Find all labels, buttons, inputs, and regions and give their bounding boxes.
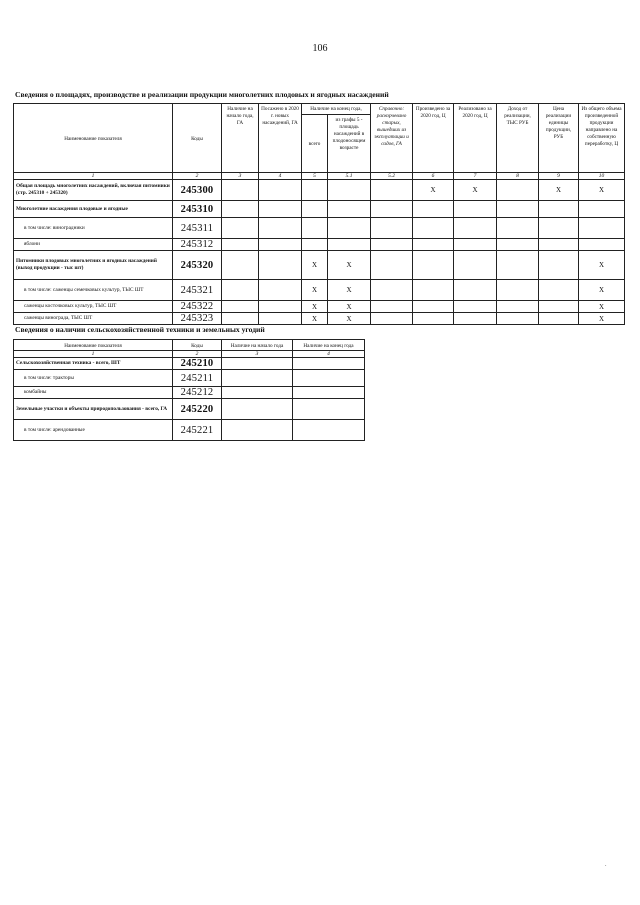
section-title-plantings: Сведения о площадях, производстве и реализации продукции многолетних плодовых и ягодных насаждений <box>15 90 389 99</box>
header-name: Наименование показателя <box>14 340 173 351</box>
data-cell[interactable] <box>222 201 259 218</box>
row-code: 245300 <box>173 180 222 201</box>
machinery-land-table <box>13 339 365 441</box>
row-code: 245320 <box>173 251 222 280</box>
data-cell[interactable] <box>222 251 259 280</box>
data-cell[interactable] <box>539 239 579 251</box>
data-cell[interactable] <box>222 387 293 399</box>
data-cell[interactable] <box>413 280 454 301</box>
data-cell[interactable] <box>302 239 328 251</box>
column-number: 2 <box>173 173 222 180</box>
row-code: 245212 <box>173 387 222 399</box>
data-cell[interactable] <box>413 313 454 325</box>
data-cell[interactable]: X <box>413 180 454 201</box>
data-cell[interactable] <box>222 399 293 420</box>
column-numbers-row <box>14 351 365 358</box>
data-cell[interactable]: X <box>302 280 328 301</box>
column-number: 10 <box>579 173 625 180</box>
column-number: 8 <box>497 173 539 180</box>
table-row <box>14 399 365 420</box>
header-income: Доход от реализации, ТЫС РУБ <box>497 104 539 173</box>
column-number: 5.2 <box>371 173 413 180</box>
data-cell[interactable] <box>497 201 539 218</box>
data-cell[interactable] <box>371 280 413 301</box>
header-start: Наличие на начало года <box>222 340 293 351</box>
data-cell[interactable]: X <box>579 280 625 301</box>
header-price: Цена реализации единицы продукции, РУБ <box>539 104 579 173</box>
data-cell[interactable] <box>454 313 497 325</box>
row-code: 245220 <box>173 399 222 420</box>
column-numbers-row <box>14 173 625 180</box>
row-name: саженцы винограда, ТЫС ШТ <box>14 313 173 325</box>
data-cell[interactable] <box>413 218 454 239</box>
row-code: 245323 <box>173 313 222 325</box>
data-cell[interactable] <box>371 301 413 313</box>
data-cell[interactable] <box>497 313 539 325</box>
data-cell[interactable] <box>293 399 365 420</box>
data-cell[interactable] <box>497 251 539 280</box>
header-planted: Посажено в 2020 г. новых насаждений, ГА <box>259 104 302 173</box>
table-row <box>14 313 625 325</box>
row-name: яблони <box>14 239 173 251</box>
data-cell[interactable] <box>539 201 579 218</box>
data-cell[interactable] <box>413 301 454 313</box>
data-cell[interactable] <box>371 218 413 239</box>
column-number: 2 <box>173 351 222 358</box>
data-cell[interactable] <box>454 280 497 301</box>
row-name: Питомники плодовых многолетних и ягодных насаждений (выход продукции - тыс шт) <box>14 251 173 280</box>
data-cell[interactable] <box>222 370 293 387</box>
data-cell[interactable] <box>413 239 454 251</box>
data-cell[interactable] <box>371 239 413 251</box>
data-cell[interactable] <box>413 251 454 280</box>
data-cell[interactable] <box>293 387 365 399</box>
data-cell[interactable] <box>302 180 328 201</box>
data-cell[interactable]: X <box>328 313 371 325</box>
data-cell[interactable]: X <box>302 313 328 325</box>
data-cell[interactable] <box>293 358 365 370</box>
column-number: 1 <box>14 351 173 358</box>
data-cell[interactable]: X <box>579 251 625 280</box>
header-processing: Из общего объема произведенной продукции направлено на собственную переработку, Ц <box>579 104 625 173</box>
data-cell[interactable]: X <box>302 301 328 313</box>
data-cell[interactable] <box>259 218 302 239</box>
column-number: 6 <box>413 173 454 180</box>
header-end: Наличие на конец года <box>293 340 365 351</box>
data-cell[interactable] <box>222 218 259 239</box>
row-name: комбайны <box>14 387 173 399</box>
data-cell[interactable] <box>293 370 365 387</box>
data-cell[interactable] <box>259 301 302 313</box>
data-cell[interactable]: X <box>328 251 371 280</box>
table-row <box>14 239 625 251</box>
data-cell[interactable] <box>328 239 371 251</box>
data-cell[interactable] <box>497 239 539 251</box>
data-cell[interactable]: X <box>579 301 625 313</box>
data-cell[interactable] <box>222 280 259 301</box>
row-name: в том числе: тракторы <box>14 370 173 387</box>
data-cell[interactable] <box>413 201 454 218</box>
data-cell[interactable] <box>371 201 413 218</box>
row-name: саженцы косточковых культур, ТЫС ШТ <box>14 301 173 313</box>
header-end-bearing: из графы 5 - площадь насаждений в плодоносящем возрасте <box>328 115 371 173</box>
data-cell[interactable] <box>454 301 497 313</box>
data-cell[interactable] <box>497 180 539 201</box>
header-end-area-group: Наличие на конец года, <box>302 104 371 115</box>
header-code: Коды <box>173 104 222 173</box>
row-code: 245210 <box>173 358 222 370</box>
data-cell[interactable] <box>539 313 579 325</box>
data-cell[interactable] <box>259 239 302 251</box>
data-cell[interactable]: X <box>539 180 579 201</box>
table-row <box>14 370 365 387</box>
row-name: в том числе: арендованные <box>14 420 173 441</box>
row-code: 245211 <box>173 370 222 387</box>
data-cell[interactable] <box>259 201 302 218</box>
data-cell[interactable]: X <box>579 180 625 201</box>
row-code: 245221 <box>173 420 222 441</box>
table-row <box>14 358 365 370</box>
data-cell[interactable] <box>539 218 579 239</box>
row-name: Многолетние насаждения плодовые и ягодные <box>14 201 173 218</box>
data-cell[interactable] <box>293 420 365 441</box>
data-cell[interactable] <box>579 218 625 239</box>
data-cell[interactable] <box>222 313 259 325</box>
data-cell[interactable] <box>328 201 371 218</box>
row-name: в том числе: виноградники <box>14 218 173 239</box>
data-cell[interactable] <box>371 313 413 325</box>
data-cell[interactable]: X <box>579 313 625 325</box>
column-number: 5.1 <box>328 173 371 180</box>
header-name: Наименование показателя <box>14 104 173 173</box>
table-row <box>14 280 625 301</box>
row-code: 245321 <box>173 280 222 301</box>
data-cell[interactable] <box>259 251 302 280</box>
data-cell[interactable] <box>454 251 497 280</box>
header-sold: Реализовано за 2020 год, Ц <box>454 104 497 173</box>
data-cell[interactable]: X <box>328 301 371 313</box>
data-cell[interactable]: X <box>328 280 371 301</box>
table-row <box>14 420 365 441</box>
table-row <box>14 201 625 218</box>
data-cell[interactable] <box>539 280 579 301</box>
column-number: 5 <box>302 173 328 180</box>
data-cell[interactable] <box>497 218 539 239</box>
data-cell[interactable]: X <box>454 180 497 201</box>
row-name: Общая площадь многолетних насаждений, включая питомники (стр. 245310 + 245320) <box>14 180 173 201</box>
data-cell[interactable] <box>497 301 539 313</box>
row-name: в том числе: саженцы семечковых культур, ТЫС ШТ <box>14 280 173 301</box>
header-code: Коды <box>173 340 222 351</box>
data-cell[interactable] <box>259 180 302 201</box>
data-cell[interactable] <box>454 201 497 218</box>
data-cell[interactable] <box>259 280 302 301</box>
header-produced: Произведено за 2020 год, Ц <box>413 104 454 173</box>
scan-mark: . <box>605 862 607 868</box>
data-cell[interactable] <box>222 301 259 313</box>
data-cell[interactable] <box>222 358 293 370</box>
row-code: 245311 <box>173 218 222 239</box>
column-number: 4 <box>293 351 365 358</box>
data-cell[interactable] <box>222 420 293 441</box>
column-number: 9 <box>539 173 579 180</box>
data-cell[interactable] <box>222 239 259 251</box>
data-cell[interactable] <box>302 201 328 218</box>
header-uprooted: Справочно: раскорчевано старых, вышедших из эксплуатации и садов, ГА <box>371 104 413 173</box>
page-number: 106 <box>312 43 328 54</box>
data-cell[interactable] <box>259 313 302 325</box>
data-cell[interactable] <box>371 180 413 201</box>
column-number: 4 <box>259 173 302 180</box>
table-row <box>14 387 365 399</box>
data-cell[interactable] <box>454 218 497 239</box>
data-cell[interactable]: X <box>302 251 328 280</box>
data-cell[interactable] <box>328 218 371 239</box>
data-cell[interactable] <box>539 301 579 313</box>
column-number: 1 <box>14 173 173 180</box>
section-title-machinery-land: Сведения о наличии сельскохозяйственной техники и земельных угодий <box>15 325 265 334</box>
data-cell[interactable] <box>328 180 371 201</box>
data-cell[interactable] <box>302 218 328 239</box>
row-code: 245322 <box>173 301 222 313</box>
row-name: Сельскохозяйственная техника - всего, ШТ <box>14 358 173 370</box>
data-cell[interactable] <box>579 239 625 251</box>
row-code: 245312 <box>173 239 222 251</box>
table-row <box>14 218 625 239</box>
data-cell[interactable] <box>222 180 259 201</box>
plantings-table <box>13 103 625 325</box>
table-row <box>14 251 625 280</box>
table-row <box>14 301 625 313</box>
data-cell[interactable] <box>371 251 413 280</box>
column-number: 3 <box>222 351 293 358</box>
row-name: Земельные участки и объекты природопользования - всего, ГА <box>14 399 173 420</box>
header-end-total: всего <box>302 115 328 173</box>
row-code: 245310 <box>173 201 222 218</box>
column-number: 7 <box>454 173 497 180</box>
header-start-area: Наличие на начало года, ГА <box>222 104 259 173</box>
table-row <box>14 180 625 201</box>
data-cell[interactable] <box>579 201 625 218</box>
data-cell[interactable] <box>497 280 539 301</box>
data-cell[interactable] <box>454 239 497 251</box>
column-number: 3 <box>222 173 259 180</box>
data-cell[interactable] <box>539 251 579 280</box>
